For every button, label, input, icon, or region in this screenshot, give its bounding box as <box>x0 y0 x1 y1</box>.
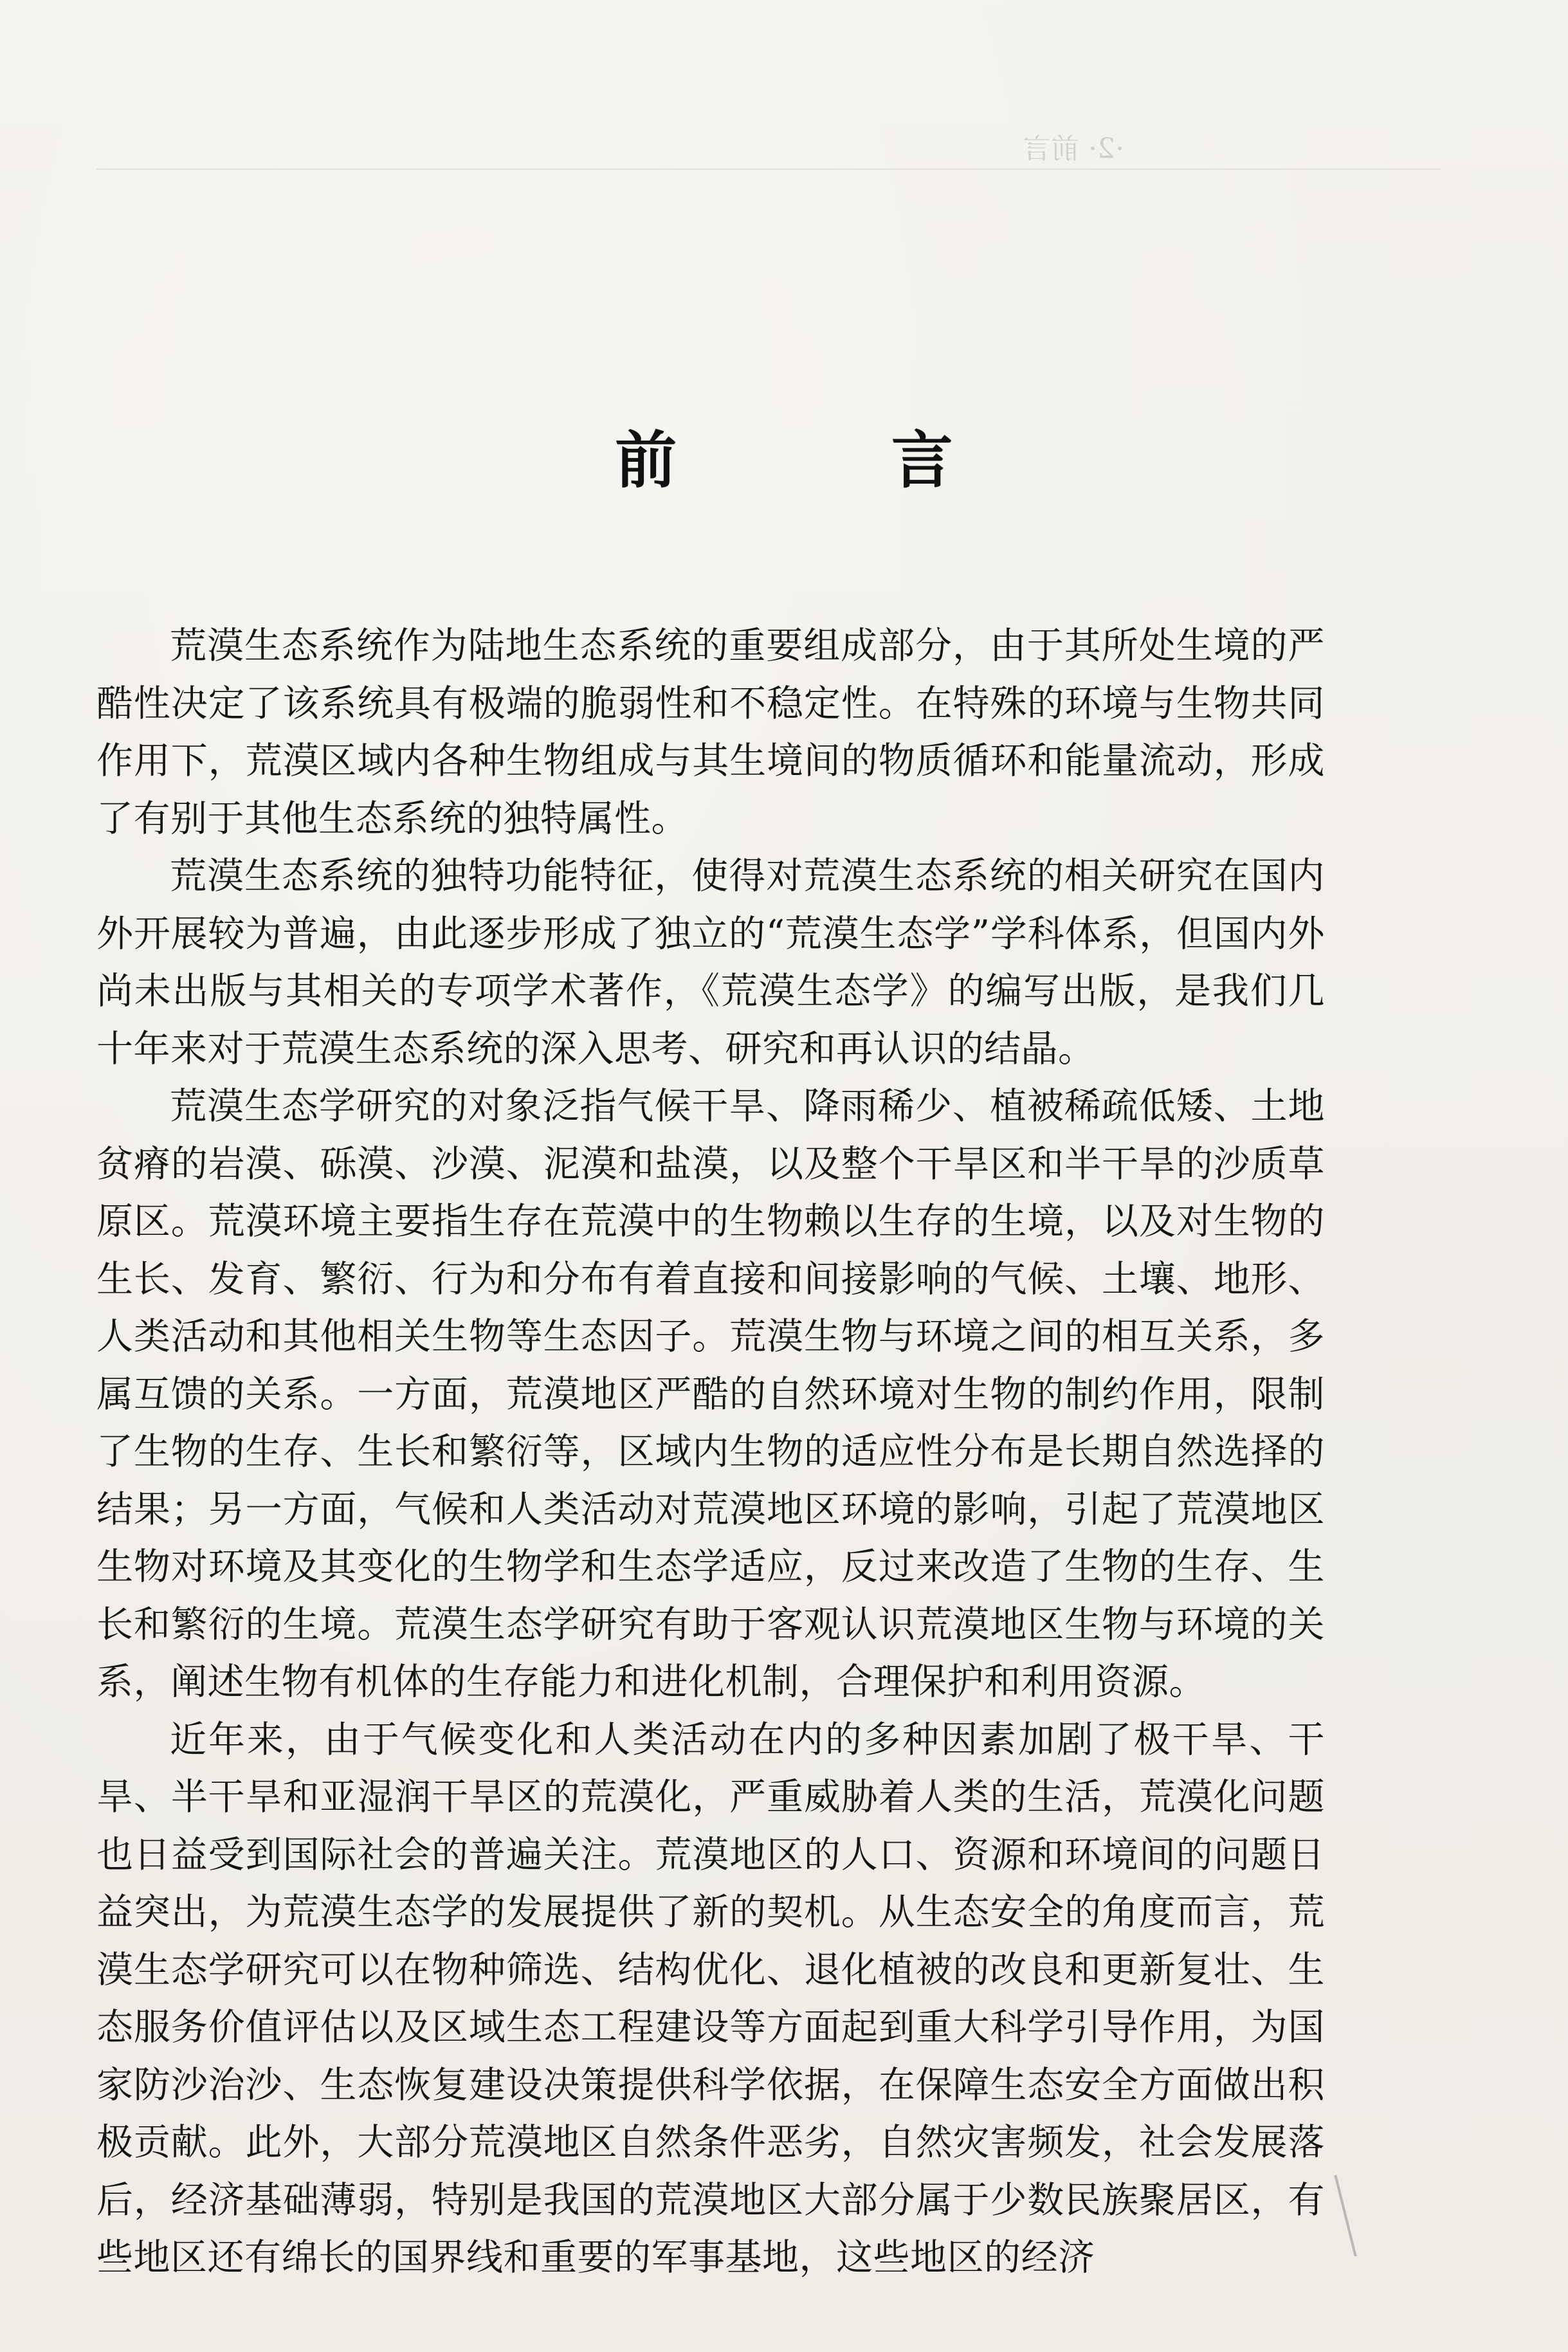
paragraph-3: 荒漠生态学研究的对象泛指气候干旱、降雨稀少、植被稀疏低矮、土地贫瘠的岩漠、砾漠、沙漠、泥漠和盐漠，以及整个干旱区和半干旱的沙质草原区。荒漠环境主要指生存在荒漠中的生物赖以生存的生境，以及对生物的生长、发育、繁衍、行为和分布有着直接和间接影响的气候、土壤、地形、人类活动和其他相关生物等生态因子。荒漠生物与环境之间的相互关系，多属互馈的关系。一方面，荒漠地区严酷的自然环境对生物的制约作用，限制了生物的生存、生长和繁衍等，区域内生物的适应性分布是长期自然选择的结果；另一方面，气候和人类活动对荒漠地区环境的影响，引起了荒漠地区生物对环境及其变化的生物学和生态学适应，反过来改造了生物的生存、生长和繁衍的生境。荒漠生态学研究有助于客观认识荒漠地区生物与环境的关系，阐述生物有机体的生存能力和进化机制，合理保护和利用资源。 <box>96 1085 1325 1703</box>
page-title: 前 言 <box>615 424 1050 497</box>
paragraph-2: 荒漠生态系统的独特功能特征，使得对荒漠生态系统的相关研究在国内外开展较为普遍，由此逐步形成了独立的“荒漠生态学”学科体系，但国内外尚未出版与其相关的专项学术著作，《荒漠生态学》的编写出版，是我们几十年来对于荒漠生态系统的深入思考、研究和再认识的结晶。 <box>96 855 1325 1070</box>
pencil-mark <box>1334 2174 1356 2256</box>
paragraph-1: 荒漠生态系统作为陆地生态系统的重要组成部分，由于其所处生境的严酷性决定了该系统具有极端的脆弱性和不稳定性。在特殊的环境与生物共同作用下，荒漠区域内各种生物组成与其生境间的物质循环和能量流动，形成了有别于其他生态系统的独特属性。 <box>96 624 1325 840</box>
running-head: ·2· 前言 <box>1023 132 1124 165</box>
header-rule <box>96 169 1441 170</box>
paragraph-4: 近年来，由于气候变化和人类活动在内的多种因素加剧了极干旱、干旱、半干旱和亚湿润干旱区的荒漠化，严重威胁着人类的生活，荒漠化问题也日益受到国际社会的普遍关注。荒漠地区的人口、资源和环境间的问题日益突出，为荒漠生态学的发展提供了新的契机。从生态安全的角度而言，荒漠生态学研究可以在物种筛选、结构优化、退化植被的改良和更新复壮、生态服务价值评估以及区域生态工程建设等方面起到重大科学引导作用，为国家防沙治沙、生态恢复建设决策提供科学依据，在保障生态安全方面做出积极贡献。此外，大部分荒漠地区自然条件恶劣，自然灾害频发，社会发展落后，经济基础薄弱，特别是我国的荒漠地区大部分属于少数民族聚居区，有些地区还有绵长的国界线和重要的军事基地，这些地区的经济 <box>96 1718 1325 2279</box>
body-text <box>96 617 1325 2287</box>
